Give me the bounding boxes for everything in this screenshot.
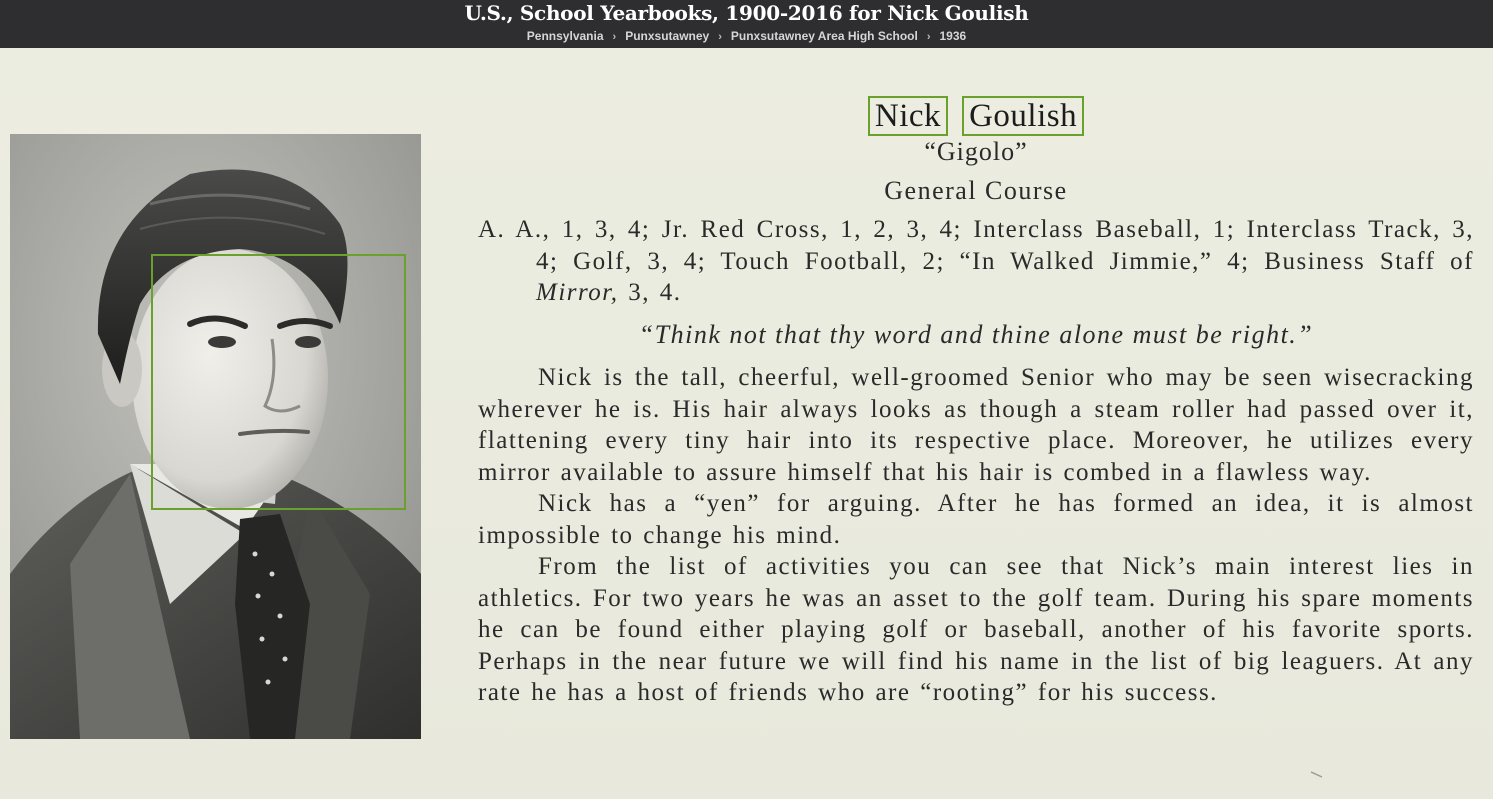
yearbook-page-image[interactable] <box>0 48 1493 799</box>
app-header <box>0 0 1493 48</box>
student-name <box>478 96 1474 138</box>
activities-publication: Mirror, <box>536 279 619 306</box>
student-motto: “Think not that thy word and thine alone must be right.” <box>638 320 1314 349</box>
activities-text: , 1, 3, 4; Jr. Red Cross, 1, 2, 3, 4; Interclass Baseball, 1; Interclass Track, 3, 4; Golf, 3, 4; Touch Football, 2; “In Walked Jimmie,” 4; Business Staff of <box>536 216 1474 275</box>
last-name-highlight[interactable]: Goulish <box>962 96 1084 136</box>
page-title: U.S., School Yearbooks, 1900-2016 for Nick Goulish <box>464 1 1029 25</box>
breadcrumb-item-state[interactable]: Pennsylvania <box>526 29 604 43</box>
breadcrumb-item-school[interactable]: Punxsutawney Area High School <box>730 29 918 43</box>
chevron-right-icon: › <box>926 31 931 43</box>
bio-paragraph: Nick is the tall, cheerful, well-groomed Senior who may be seen wisecracking wherever he is. His hair always looks as though a steam roller had passed over it, flattening every tiny hair into its respective place. Moreover, he utilizes every mirror available to assure himself that his hair is combed in a flawless way. <box>478 364 1474 486</box>
student-course: General Course <box>884 176 1068 205</box>
chevron-right-icon: › <box>718 31 722 43</box>
breadcrumb-item-city[interactable]: Punxsutawney <box>625 29 710 43</box>
student-biography <box>478 362 1474 709</box>
bio-paragraph: From the list of activities you can see that Nick’s main interest lies in athletics. For two years he was an asset to the golf team. During his spare moments he can be found either playing golf or baseball, another of his favorite sports. Perhaps in the near future we will find his name in the list of big leaguers. At any rate he has a host of friends who are “rooting” for his success. <box>478 553 1474 706</box>
activities-tail: 3, 4. <box>618 279 682 306</box>
activities-label: A. A. <box>478 216 543 243</box>
bio-paragraph: Nick has a “yen” for arguing. After he has formed an idea, it is almost impossible to change his mind. <box>478 490 1474 549</box>
first-name-highlight[interactable]: Nick <box>868 96 948 136</box>
breadcrumb-item-year[interactable]: 1936 <box>939 29 967 43</box>
student-nickname: “Gigolo” <box>924 137 1028 166</box>
page-blemish <box>1310 771 1324 779</box>
breadcrumb <box>0 29 1493 45</box>
face-detection-box[interactable] <box>151 254 406 510</box>
activities-list <box>478 214 1474 309</box>
student-portrait <box>10 134 421 739</box>
chevron-right-icon: › <box>612 31 617 43</box>
